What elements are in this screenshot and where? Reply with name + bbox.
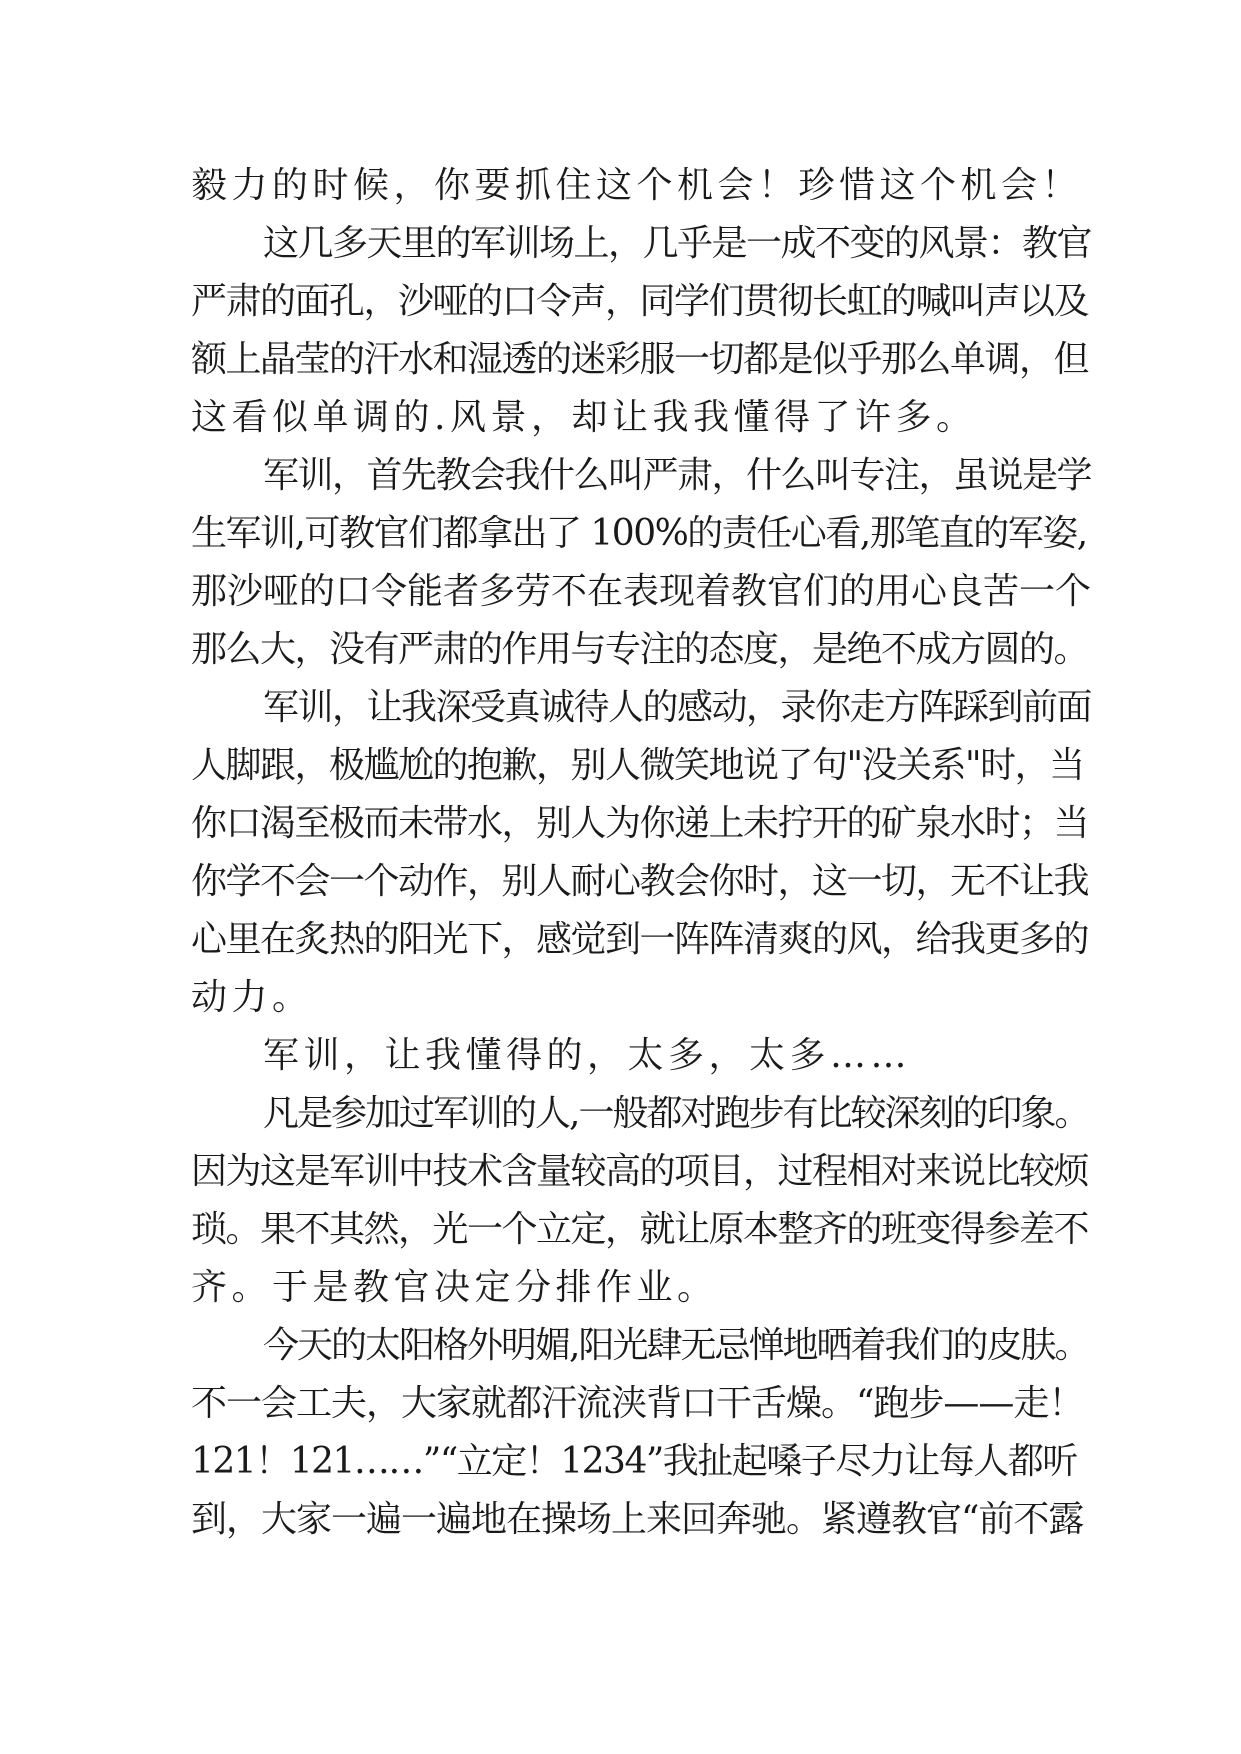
- text-line: 严肃的面孔，沙哑的口令声，同学们贯彻长虹的喊叫声以及: [191, 281, 1089, 322]
- text-line: 那沙哑的口令能者多劳不在表现着教官们的用心良苦一个: [191, 571, 1092, 612]
- text-line: 琐。果不其然，光一个立定，就让原本整齐的班变得参差不: [191, 1209, 1089, 1250]
- paragraph-first-line: 军训，让我深受真诚待人的感动，录你走方阵踩到前面: [263, 687, 1092, 728]
- text-line: 你口渴至极而未带水，别人为你递上未拧开的矿泉水时；当: [191, 803, 1089, 844]
- text-line: 你学不会一个动作，别人耐心教会你时，这一切，无不让我: [191, 861, 1089, 902]
- text-line: 121！121……”“立定！1234”我扯起嗓子尽力让每人都听: [191, 1441, 1077, 1482]
- text-line: 这看似单调的.风景，却让我我懂得了许多。: [191, 397, 977, 438]
- text-line: 人脚跟，极尴尬的抱歉，别人微笑地说了句"没关系"时，当: [191, 745, 1084, 786]
- text-line: 不一会工夫，大家就都汗流浃背口干舌燥。“跑步——走！: [191, 1383, 1084, 1424]
- text-line: 心里在炙热的阳光下，感觉到一阵阵清爽的风，给我更多的: [191, 919, 1089, 960]
- text-line: 生军训,可教官们都拿出了 100%的责任心看,那笔直的军姿,: [191, 513, 1087, 554]
- paragraph-first-line: 凡是参加过军训的人,一般都对跑步有比较深刻的印象。: [263, 1093, 1089, 1134]
- text-line: 因为这是军训中技术含量较高的项目，过程相对来说比较烦: [191, 1151, 1089, 1192]
- text-line: 毅力的时候，你要抓住这个机会！珍惜这个机会！: [191, 165, 1083, 206]
- text-line: 那么大，没有严肃的作用与专注的态度，是绝不成方圆的。: [191, 629, 1089, 670]
- paragraph-first-line: 今天的太阳格外明媚,阳光肆无忌惮地晒着我们的皮肤。: [263, 1325, 1089, 1366]
- text-line: 到，大家一遍一遍地在操场上来回奔驰。紧遵教官“前不露: [191, 1499, 1084, 1540]
- paragraph-first-line: 军训，让我懂得的，太多，太多……: [263, 1035, 912, 1076]
- text-line: 动力。: [191, 977, 313, 1018]
- paragraph-first-line: 这几多天里的军训场上，几乎是一成不变的风景：教官: [263, 223, 1092, 264]
- paragraph-first-line: 军训，首先教会我什么叫严肃，什么叫专注，虽说是学: [263, 455, 1092, 496]
- text-line: 额上晶莹的汗水和湿透的迷彩服一切都是似乎那么单调，但: [191, 339, 1089, 380]
- text-line: 齐。于是教官决定分排作业。: [191, 1267, 718, 1308]
